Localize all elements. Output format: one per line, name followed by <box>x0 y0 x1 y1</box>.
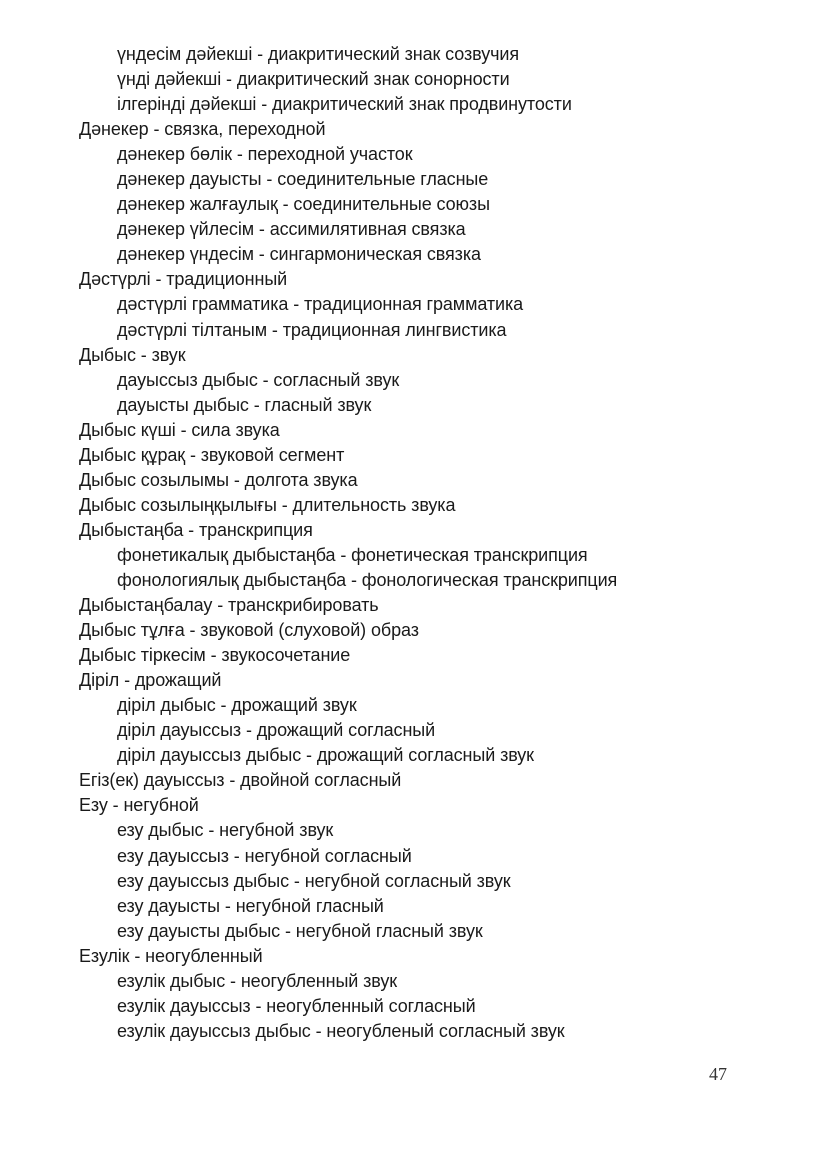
glossary-headword: Дыбыстаңбалау - транскрибировать <box>79 595 379 616</box>
glossary-subentry: езу дауысты дыбыс - негубной гласный звук <box>117 920 483 941</box>
glossary-headword: Діріл - дрожащий <box>79 670 222 691</box>
glossary-subentry: дауысты дыбыс - гласный звук <box>117 394 372 415</box>
glossary-subentry: фонологиялық дыбыстаңба - фонологическая транскрипция <box>117 569 618 590</box>
glossary-subentry: ілгерінді дәйекші - диакритический знак продвинутости <box>117 94 572 115</box>
glossary-subentry: үндесім дәйекші - диакритический знак созвучия <box>117 44 519 64</box>
glossary-subentry: дауыссыз дыбыс - согласный звук <box>117 369 400 390</box>
glossary-headword: Дыбыс созылымы - долгота звука <box>79 469 358 490</box>
glossary-subentry: дәстүрлі тілтаным - традиционная лингвистика <box>117 319 507 340</box>
glossary-subentry: діріл дауыссыз - дрожащий согласный <box>117 720 436 741</box>
glossary-headword: Дыбыс тіркесім - звукосочетание <box>79 645 351 666</box>
glossary-subentry: езу дауыссыз дыбыс - негубной согласный звук <box>117 870 511 891</box>
glossary-subentry: езулік дауыссыз - неогубленный согласный <box>117 995 476 1016</box>
glossary-headword: Езу - негубной <box>79 795 199 816</box>
glossary-headword: Дәстүрлі - традиционный <box>79 269 288 290</box>
glossary-subentry: дәнекер дауысты - соединительные гласные <box>117 169 489 190</box>
glossary-subentry: дәнекер үйлесім - ассимилятивная связка <box>117 219 466 240</box>
glossary-headword: Егіз(ек) дауыссыз - двойной согласный <box>79 770 402 791</box>
glossary-subentry: езу дауысты - негубной гласный <box>117 895 384 916</box>
glossary-subentry: үнді дәйекші - диакритический знак сонорности <box>117 69 510 90</box>
glossary-subentry: дәстүрлі грамматика - традиционная грамматика <box>117 294 524 315</box>
glossary-subentry: езу дыбыс - негубной звук <box>117 820 334 841</box>
glossary-headword: Дыбыс тұлға - звуковой (слуховой) образ <box>79 620 419 641</box>
glossary-subentry: дәнекер бөлік - переходной участок <box>117 144 413 165</box>
page-number: 47 <box>709 1064 727 1084</box>
glossary-subentry: езулік дыбыс - неогубленный звук <box>117 970 398 991</box>
glossary-subentry: езулік дауыссыз дыбыс - неогубленый согласный звук <box>117 1020 565 1041</box>
glossary-headword: Дыбыстаңба - транскрипция <box>79 519 313 540</box>
glossary-entries <box>79 42 799 1044</box>
glossary-subentry: езу дауыссыз - негубной согласный <box>117 845 412 866</box>
glossary-headword: Дыбыс созылыңқылығы - длительность звука <box>79 494 456 515</box>
glossary-headword: Дыбыс күші - сила звука <box>79 419 280 440</box>
glossary-subentry: дәнекер жалғаулық - соединительные союзы <box>117 194 490 215</box>
glossary-headword: Дыбыс - звук <box>79 344 186 365</box>
glossary-subentry: діріл дыбыс - дрожащий звук <box>117 695 357 716</box>
glossary-subentry: дәнекер үндесім - сингармоническая связка <box>117 244 481 265</box>
glossary-headword: Езулік - неогубленный <box>79 945 263 966</box>
glossary-subentry: діріл дауыссыз дыбыс - дрожащий согласный звук <box>117 745 534 766</box>
glossary-subentry: фонетикалық дыбыстаңба - фонетическая транскрипция <box>117 544 588 565</box>
glossary-headword: Дыбыс құрақ - звуковой сегмент <box>79 444 345 465</box>
glossary-headword: Дәнекер - связка, переходной <box>79 119 326 140</box>
